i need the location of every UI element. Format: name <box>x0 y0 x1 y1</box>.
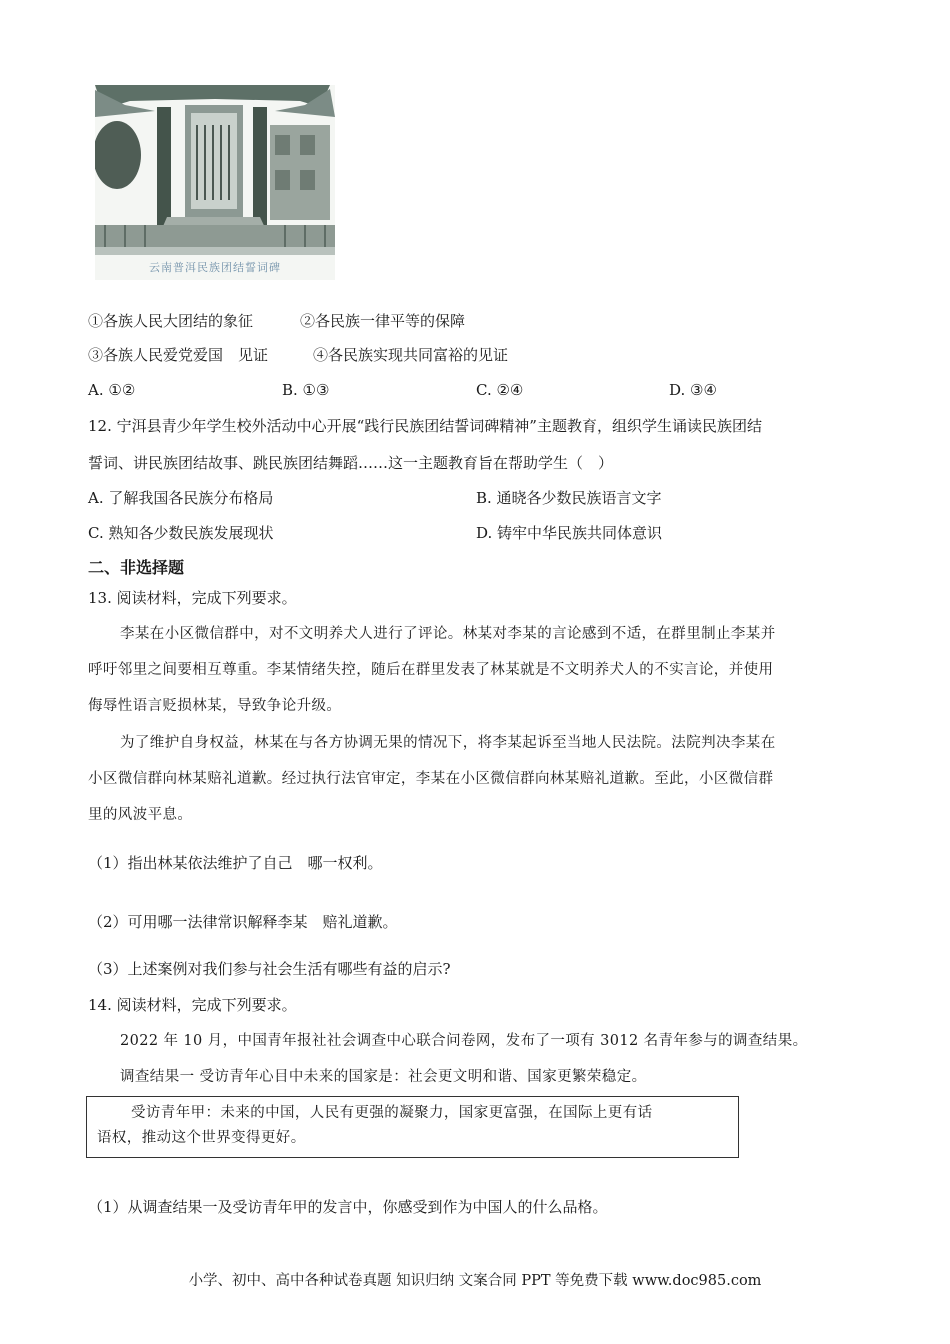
q12-choice-c: C. 熟知各少数民族发展现状 <box>88 524 274 542</box>
monument-photo <box>95 85 335 280</box>
q13-material-line: 为了维护自身权益，林某在与各方协调无果的情况下，将李某起诉至当地人民法院。法院判决李某在 <box>120 735 776 751</box>
q12-stem-line2: 誓词、讲民族团结故事、跳民族团结舞蹈……这一主题教育旨在帮助学生（ ） <box>88 454 614 472</box>
q13-material-line: 侮辱性语言贬损林某，导致争论升级。 <box>88 698 342 714</box>
q11-choice-a: A. ①② <box>88 381 136 399</box>
q13-sub-question-2: （2）可用哪一法律常识解释李某 赔礼道歉。 <box>88 913 398 931</box>
q13-material-line: 小区微信群向林某赔礼道歉。经过执行法官审定，李某在小区微信群向林某赔礼道歉。至此，小区微信群 <box>88 771 774 787</box>
q14-stem: 14. 阅读材料，完成下列要求。 <box>88 996 297 1014</box>
q11-choice-d: D. ③④ <box>669 381 717 399</box>
q14-material-line: 调查结果一 受访青年心目中未来的国家是：社会更文明和谐、国家更繁荣稳定。 <box>120 1069 647 1085</box>
interview-quote-box <box>86 1096 739 1158</box>
q13-material-line: 李某在小区微信群中，对不文明养犬人进行了评论。林某对李某的言论感到不适，在群里制止李某并 <box>120 626 776 642</box>
q11-choice-c: C. ②④ <box>476 381 524 399</box>
q12-choice-d: D. 铸牢中华民族共同体意识 <box>476 524 663 542</box>
page-footer: 小学、初中、高中各种试卷真题 知识归纳 文案合同 PPT 等免费下载 www.doc985.com <box>188 1273 762 1289</box>
q13-stem: 13. 阅读材料，完成下列要求。 <box>88 589 297 607</box>
q14-material-line: 2022 年 10 月，中国青年报社社会调查中心联合问卷网，发布了一项有 3012 名青年参与的调查结果。 <box>120 1033 808 1049</box>
q11-option-3: ③各族人民爱党爱国 见证 <box>88 346 269 364</box>
q11-option-1: ①各族人民大团结的象征 <box>88 312 254 330</box>
q12-stem-line1: 12. 宁洱县青少年学生校外活动中心开展“践行民族团结誓词碑精神”主题教育，组织学生诵读民族团结 <box>88 417 762 435</box>
q11-option-4: ④各民族实现共同富裕的见证 <box>313 346 509 364</box>
q13-material-line: 呼吁邻里之间要相互尊重。李某情绪失控，随后在群里发表了林某就是不文明养犬人的不实言论，并使用 <box>88 662 774 678</box>
q12-choice-a: A. 了解我国各民族分布格局 <box>88 489 274 507</box>
interview-quote-line: 受访青年甲：未来的中国，人民有更强的凝聚力，国家更富强，在国际上更有话 <box>131 1105 653 1121</box>
interview-quote-line: 语权，推动这个世界变得更好。 <box>97 1130 306 1146</box>
photo-caption: 云南普洱民族团结誓词碑 <box>149 261 281 274</box>
q11-choice-b: B. ①③ <box>282 381 330 399</box>
q12-choice-b: B. 通晓各少数民族语言文字 <box>476 489 662 507</box>
section-heading: 二、非选择题 <box>88 558 185 577</box>
q13-sub-question-1: （1）指出林某依法维护了自己 哪一权利。 <box>88 854 383 872</box>
q13-material-line: 里的风波平息。 <box>88 807 193 823</box>
q11-option-2: ②各民族一律平等的保障 <box>300 312 466 330</box>
monument-photo-image <box>95 85 335 280</box>
q14-sub-question-1: （1）从调查结果一及受访青年甲的发言中，你感受到作为中国人的什么品格。 <box>88 1198 608 1216</box>
q13-sub-question-3: （3）上述案例对我们参与社会生活有哪些有益的启示? <box>88 960 451 978</box>
